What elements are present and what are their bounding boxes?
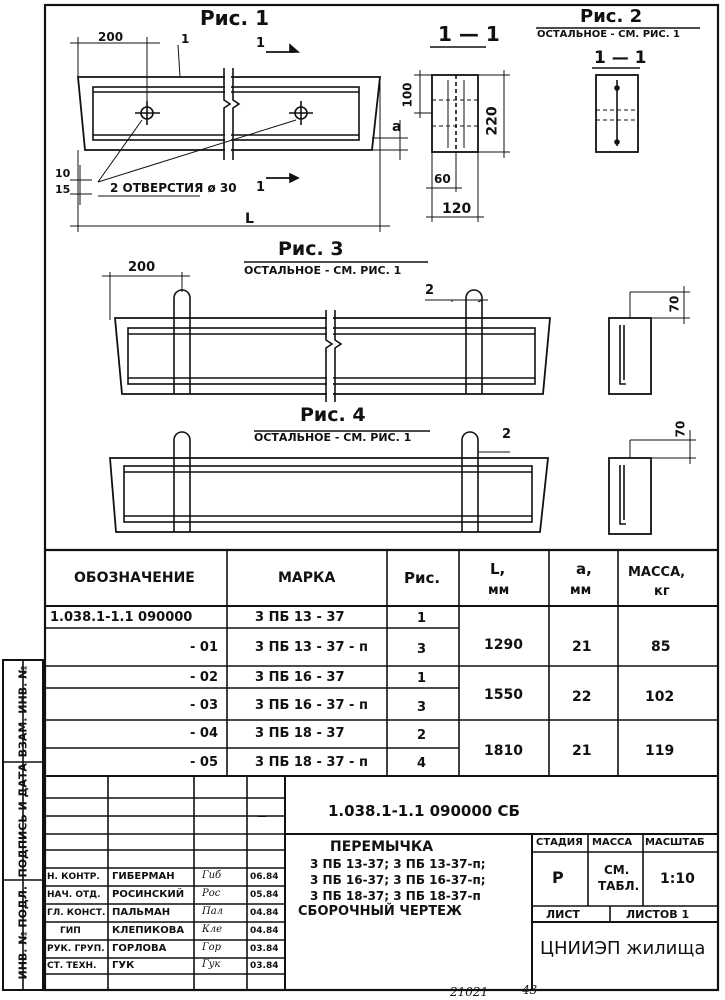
stamp-vzam-inv: ВЗАМ. ИНВ. №	[16, 665, 30, 758]
person-name: ГУК	[112, 960, 135, 971]
header-a: a,	[576, 560, 592, 578]
doc-code: 1.038.1-1.1 090000 СБ	[328, 802, 520, 820]
header-a-unit: мм	[570, 583, 592, 598]
header-mark: МАРКА	[278, 570, 336, 586]
person-name: ПАЛЬМАН	[112, 907, 171, 918]
fig2-note: ОСТАЛЬНОЕ - СМ. РИС. 1	[537, 29, 680, 40]
tb-dash: —	[257, 811, 267, 822]
fig3-dim-200: 200	[128, 260, 156, 275]
person-role: СТ. ТЕХН.	[47, 961, 97, 971]
fig3-note: ОСТАЛЬНОЕ - СМ. РИС. 1	[244, 264, 402, 277]
product-marks: 3 ПБ 16-37; 3 ПБ 16-37-п;	[310, 873, 486, 887]
group-mass: 119	[645, 743, 675, 759]
header-fig: Рис.	[404, 569, 441, 587]
person-sign: Гор	[202, 942, 222, 953]
fig1-section-mark: 1	[256, 36, 266, 51]
person-role: Н. КОНТР.	[47, 872, 100, 882]
header-designation: ОБОЗНАЧЕНИЕ	[74, 570, 195, 586]
group-a: 22	[572, 689, 592, 705]
table-row-mark: 3 ПБ 16 - 37 - п	[255, 698, 368, 713]
table-row-designation: - 04	[190, 726, 219, 741]
mass-value: СМ.	[604, 863, 630, 877]
sec11-dim-100: 100	[400, 82, 415, 108]
person-sign: Рос	[202, 888, 221, 899]
group-L: 1550	[484, 687, 523, 703]
fig3-dim-70: 70	[667, 295, 682, 313]
sec11-dim-60: 60	[434, 172, 451, 186]
person-role: НАЧ. ОТД.	[47, 890, 101, 900]
table-row-mark: 3 ПБ 13 - 37 - п	[255, 640, 368, 655]
person-name: РОСИНСКИЙ	[112, 889, 185, 900]
person-role: ГЛ. КОНСТ.	[47, 908, 106, 918]
fig1-dim-10: 10	[55, 167, 71, 180]
fig1-leader-1: 1	[181, 32, 190, 46]
group-a: 21	[572, 743, 592, 759]
stamp-podpis-data: ПОДПИСЬ И ДАТА	[16, 763, 30, 878]
scale-label: МАСШТАБ	[645, 837, 705, 848]
footer-number: 21021	[450, 985, 489, 999]
person-name: ГОРЛОВА	[112, 943, 167, 954]
person-name: КЛЕПИКОВА	[112, 925, 185, 936]
fig3-leader-2: 2	[425, 283, 435, 298]
group-L: 1290	[484, 637, 523, 653]
person-role: РУК. ГРУП.	[47, 944, 105, 954]
table-row-fig: 4	[417, 756, 427, 771]
sec11-dim-120: 120	[442, 201, 472, 217]
table-row-mark: 3 ПБ 13 - 37	[255, 610, 345, 625]
person-date: 04.84	[250, 926, 279, 936]
stage-label: СТАДИЯ	[536, 837, 583, 848]
group-mass: 85	[651, 639, 671, 655]
person-date: 06.84	[250, 872, 279, 882]
fig1-dim-L: L	[245, 211, 254, 227]
sec11-title: 1 — 1	[438, 22, 500, 46]
product-marks: 3 ПБ 18-37; 3 ПБ 18-37-п	[310, 889, 481, 903]
person-sign: Гиб	[202, 870, 222, 881]
header-L: L,	[490, 560, 506, 578]
group-mass: 102	[645, 689, 675, 705]
person-date: 04.84	[250, 908, 279, 918]
group-L: 1810	[484, 743, 523, 759]
person-date: 03.84	[250, 944, 279, 954]
sec11-dim-220: 220	[484, 106, 501, 136]
fig4-title: Рис. 4	[300, 404, 366, 426]
table-row-mark: 3 ПБ 18 - 37	[255, 726, 345, 741]
stamp-inv-podl: ИНВ. № ПОДЛ.	[16, 885, 30, 980]
sheets-label: ЛИСТОВ 1	[626, 908, 690, 921]
group-a: 21	[572, 639, 592, 655]
person-date: 05.84	[250, 890, 279, 900]
fig1-section-mark-bottom: 1	[256, 180, 266, 195]
mass-value: ТАБЛ.	[598, 879, 640, 893]
table-row-fig: 2	[417, 728, 427, 743]
table-row-designation: - 02	[190, 670, 219, 685]
fig1-dim-15: 15	[55, 183, 71, 196]
table-row-designation: - 01	[190, 640, 219, 655]
person-sign: Кле	[202, 924, 223, 935]
mass-label: МАССА	[592, 837, 633, 848]
header-L-unit: мм	[488, 583, 510, 598]
fig4-leader-2: 2	[502, 427, 512, 442]
fig1-dim-200: 200	[98, 30, 124, 44]
person-role: ГИП	[60, 926, 81, 936]
table-row-designation: - 03	[190, 698, 219, 713]
table-row-designation: - 05	[190, 755, 219, 770]
scale-value: 1:10	[660, 871, 695, 887]
table-row-mark: 3 ПБ 18 - 37 - п	[255, 755, 368, 770]
table-row-fig: 1	[417, 671, 427, 686]
table-row-fig: 3	[417, 642, 427, 657]
table-row-mark: 3 ПБ 16 - 37	[255, 670, 345, 685]
organization: ЦНИИЭП жилища	[540, 938, 706, 959]
header-mass: МАССА,	[628, 565, 686, 580]
person-sign: Гук	[202, 959, 221, 970]
person-sign: Пал	[202, 906, 224, 917]
stage-value: Р	[552, 868, 564, 887]
fig4-note: ОСТАЛЬНОЕ - СМ. РИС. 1	[254, 431, 412, 444]
product-name: ПЕРЕМЫЧКА	[330, 839, 434, 855]
table-row-fig: 1	[417, 611, 427, 626]
footer-number: 43	[522, 983, 538, 997]
fig1-title: Рис. 1	[200, 6, 270, 30]
header-mass-unit: кг	[654, 584, 670, 599]
table-row-fig: 3	[417, 700, 427, 715]
fig2-sec-title: 1 — 1	[594, 48, 647, 68]
fig3-title: Рис. 3	[278, 238, 344, 260]
fig4-dim-70: 70	[673, 420, 688, 438]
fig2-title: Рис. 2	[580, 6, 643, 27]
fig1-dim-a: a	[392, 119, 402, 135]
sheet-label: ЛИСТ	[546, 908, 580, 921]
doc-type: СБОРОЧНЫЙ ЧЕРТЕЖ	[298, 904, 462, 919]
fig1-holes-note: 2 ОТВЕРСТИЯ ø 30	[110, 181, 237, 195]
product-marks: 3 ПБ 13-37; 3 ПБ 13-37-п;	[310, 857, 486, 871]
person-name: ГИБЕРМАН	[112, 871, 175, 882]
table-row-designation: 1.038.1-1.1 090000	[50, 610, 193, 625]
person-date: 03.84	[250, 961, 279, 971]
